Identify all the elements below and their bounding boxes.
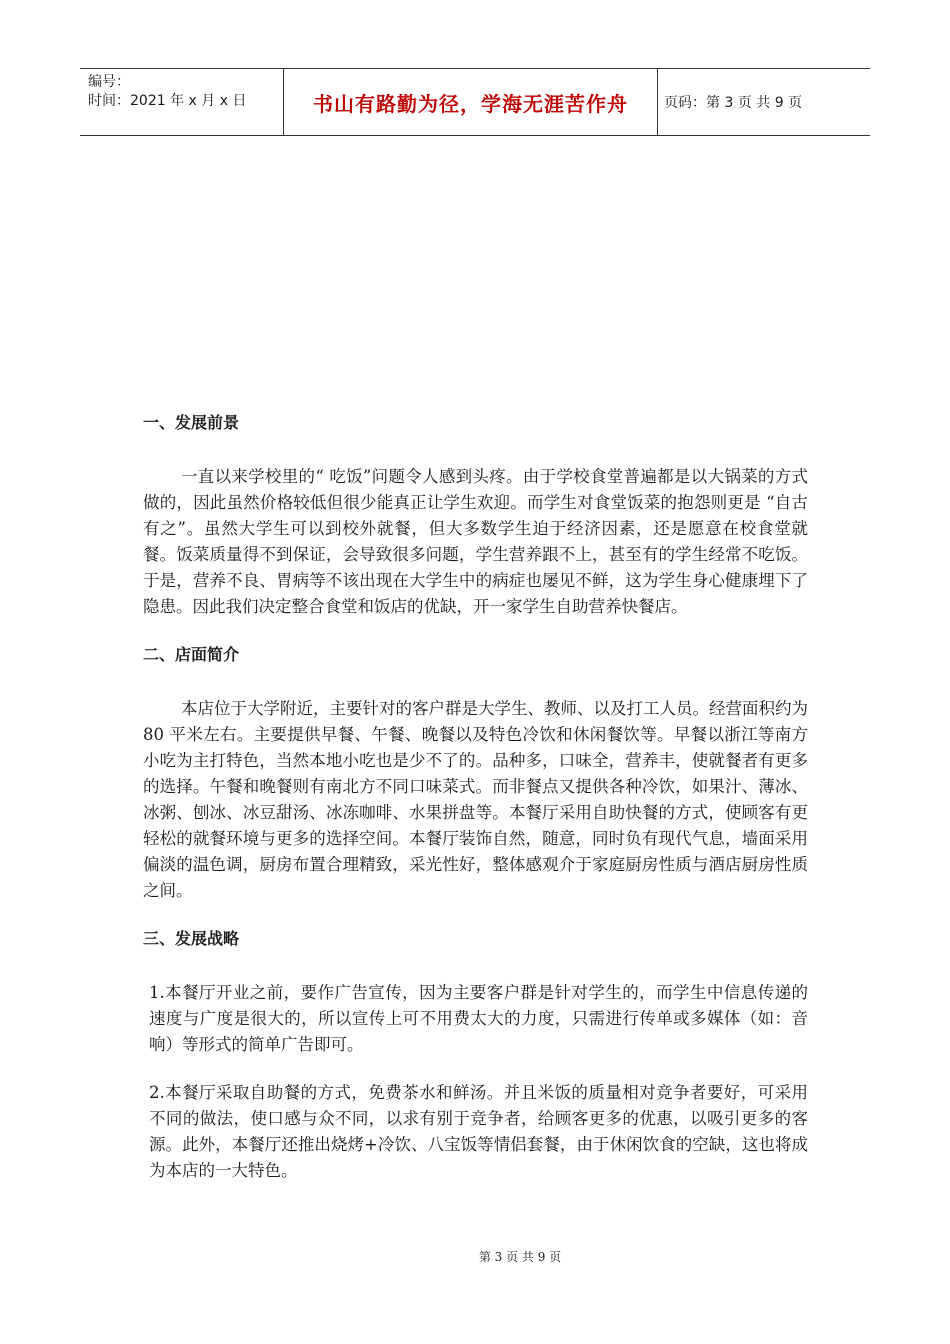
document-body <box>143 410 808 1206</box>
document-number-label: 编号： <box>88 74 130 90</box>
section-development-prospects <box>143 410 808 620</box>
page-footer: 第 3 页 共 9 页 <box>478 1250 562 1264</box>
section-heading: 一、发展前景 <box>143 413 240 432</box>
document-date-label: 时间：2021 年 x 月 x 日 <box>88 93 247 109</box>
section-development-strategy <box>143 926 808 1184</box>
strategy-item: 1.本餐厅开业之前，要作广告宣传，因为主要客户群是针对学生的，而学生中信息传递的速度与广度是很大的，所以宣传上可不用费太大的力度，只需进行传单或多媒体（如：音响）等形式的简单广告即可。 <box>149 983 808 1054</box>
page-header <box>80 68 870 136</box>
header-page-number: 页码：第 3 页 共 9 页 <box>664 95 803 111</box>
header-motto: 书山有路勤为径，学海无涯苦作舟 <box>283 69 658 135</box>
section-heading: 三、发展战略 <box>143 929 240 948</box>
section-paragraph: 一直以来学校里的“ 吃饭”问题令人感到头疼。由于学校食堂普遍都是以大锅菜的方式做的，因此虽然价格较低但很少能真正让学生欢迎。而学生对食堂饭菜的抱怨则更是 “自古有之”。虽然大学生可以到校外就餐，但大多数学生迫于经济因素，还是愿意在校食堂就餐。饭菜质量得不到保证，会导致很多问题，学生营养跟不上，甚至有的学生经常不吃饭。于是，营养不良、胃病等不该出现在大学生中的病症也屡见不鲜，这为学生身心健康埋下了隐患。因此我们决定整合食堂和饭店的优缺，开一家学生自助营养快餐店。 <box>143 467 808 616</box>
section-heading: 二、店面简介 <box>143 645 240 664</box>
strategy-item: 2.本餐厅采取自助餐的方式，免费茶水和鲜汤。并且米饭的质量相对竞争者要好，可采用不同的做法，使口感与众不同，以求有别于竞争者，给顾客更多的优惠，以吸引更多的客源。此外，本餐厅还推出烧烤+冷饮、八宝饭等情侣套餐，由于休闲饮食的空缺，这也将成为本店的一大特色。 <box>149 1083 808 1180</box>
section-paragraph: 本店位于大学附近，主要针对的客户群是大学生、教师、以及打工人员。经营面积约为 80 平米左右。主要提供早餐、午餐、晚餐以及特色冷饮和休闲餐饮等。早餐以浙江等南方小吃为主打特色，当然本地小吃也是少不了的。品种多，口味全，营养丰，使就餐者有更多的选择。午餐和晚餐则有南北方不同口味菜式。而非餐点又提供各种冷饮，如果汁、薄冰、冰粥、刨冰、冰豆甜汤、冰冻咖啡、水果拼盘等。本餐厅采用自助快餐的方式，使顾客有更轻松的就餐环境与更多的选择空间。本餐厅装饰自然，随意，同时负有现代气息，墙面采用偏淡的温色调，厨房布置合理精致，采光性好，整体感观介于家庭厨房性质与酒店厨房性质之间。 <box>143 699 808 900</box>
section-store-introduction <box>143 642 808 904</box>
header-meta <box>80 69 283 135</box>
